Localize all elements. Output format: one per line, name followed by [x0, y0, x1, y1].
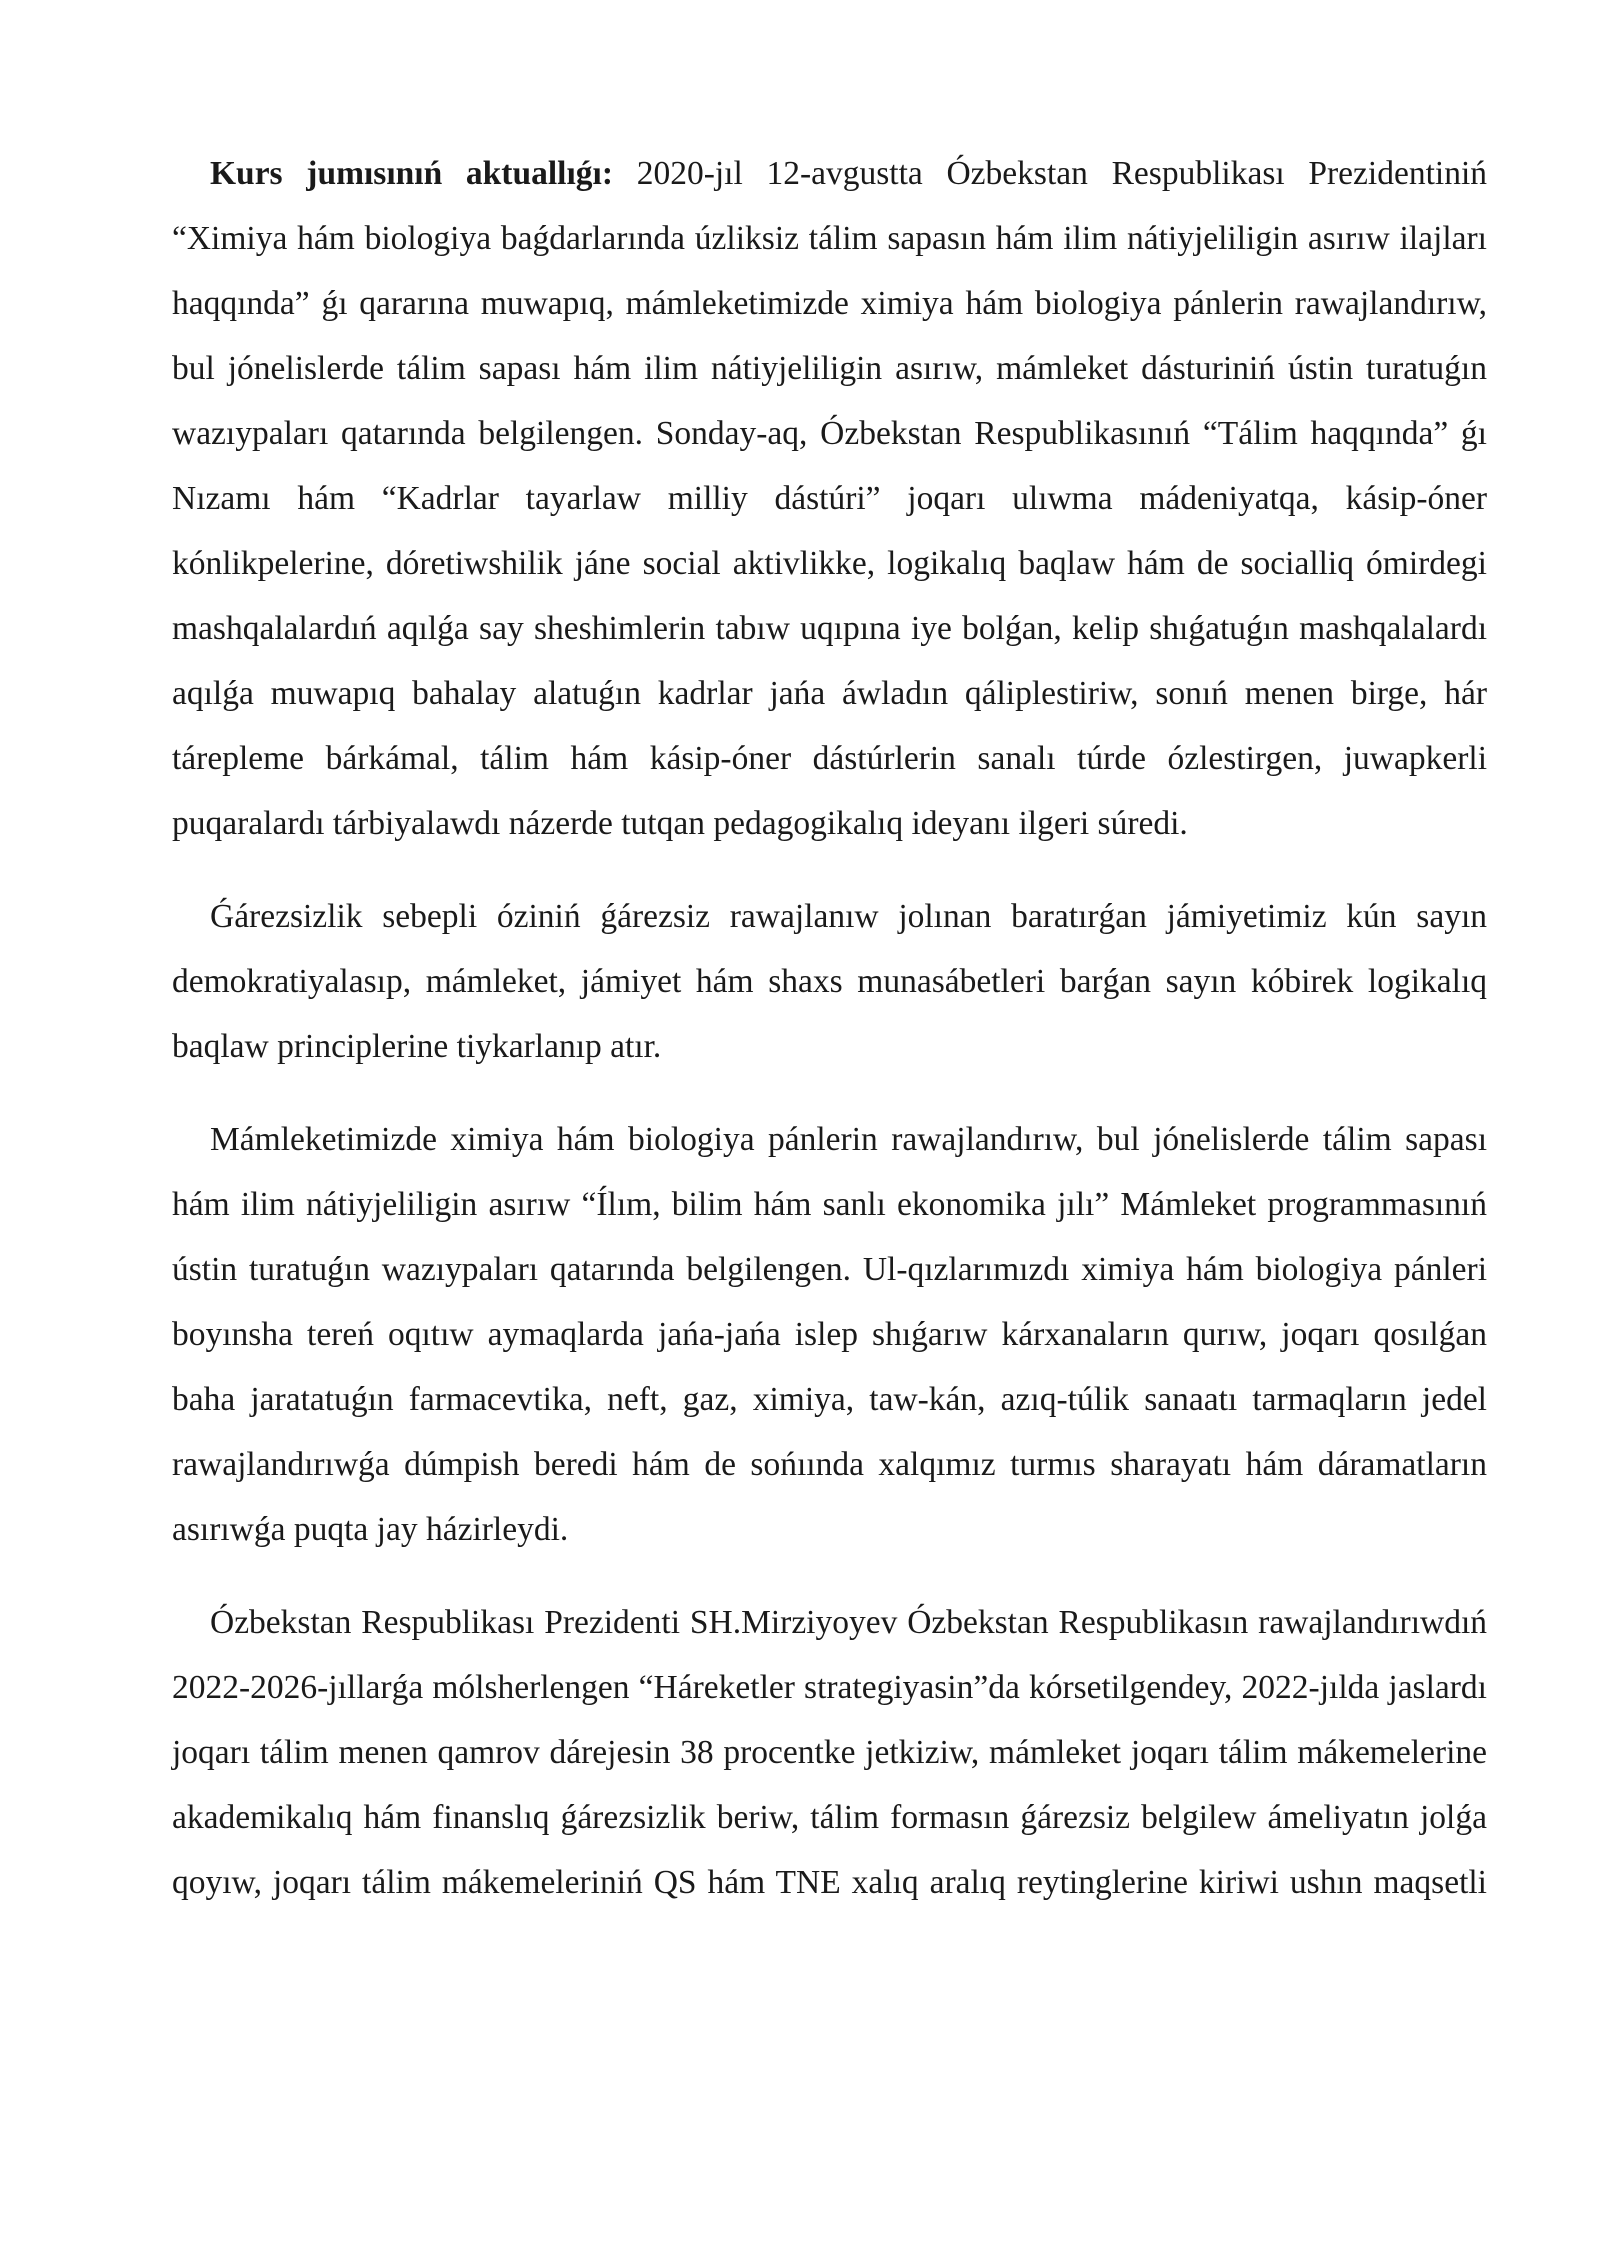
paragraph-1-text: 2020-jıl 12-avgustta Ózbekstan Respublikası Prezidentiniń “Ximiya hám biologiya baǵdarlarında úzliksiz tálim sapasın hám ilim nátiyjeliligin asırıw ilajları haqqında” ǵı qararına muwapıq, mámleketimizde ximiya hám biologiya pánlerin rawajlandırıw, bul jónelislerde tálim sapası hám ilim nátiyjeliligin asırıw, mámleket dásturiniń ústin turatuǵın wazıypaları qatarında belgilengen. Sonday-aq, Ózbekstan Respublikasınıń “Tálim haqqında” ǵı Nızamı hám “Kadrlar tayarlaw milliy dástúri” joqarı ulıwma mádeniyatqa, kásip-óner kónlikpelerine, dóretiwshilik jáne social aktivlikke, logikalıq baqlaw hám de socialliq ómirdegi mashqalalardıń aqılǵa say sheshimlerin tabıw uqıpına iye bolǵan, kelip shıǵatuǵın mashqalalardı aqılǵa muwapıq bahalay alatuǵın kadrlar jańa áwladın qáliplestiriw, sonıń menen birge, hár tárepleme bárkámal, tálim hám kásip-óner dástúrlerin sanalı túrde ózlestirgen, juwapkerli puqaralardı tárbiyalawdı názerde tutqan pedagogikalıq ideyanı ilgeri súredi. — [172, 155, 1488, 842]
paragraph-4-text: Ózbekstan Respublikası Prezidenti SH.Mirziyoyev Ózbekstan Respublikasın rawajlandırıwdıń 2022-2026-jıllarǵa mólsherlengen “Háreketler strategiyasin”da kórsetilgendey, 2022-jılda jaslardı joqarı tálim menen qamrov dárejesin 38 procentke jetkiziw, mámleket joqarı tálim mákemelerine akademikalıq hám finanslıq ǵárezsizlik beriw, tálim formasın ǵárezsiz belgilew ámeliyatın jolǵa qoyıw, joqarı tálim mákemeleriniń QS hám TNE xalıq aralıq reytinglerine kiriwi ushın maqsetli — [172, 1604, 1487, 1901]
document-body — [172, 141, 1487, 1915]
paragraph-2 — [172, 884, 1487, 1079]
paragraph-2-text: Ǵárezsizlik sebepli óziniń ǵárezsiz rawajlanıw jolınan baratırǵan jámiyetimiz kún sayın demokratiyalasıp, mámleket, jámiyet hám shaxs munasábetleri barǵan sayın kóbirek logikalıq baqlaw principlerine tiykarlanıp atır. — [172, 898, 1487, 1065]
paragraph-1 — [172, 141, 1487, 856]
paragraph-3 — [172, 1107, 1487, 1562]
paragraph-1-lead: Kurs jumısınıń aktuallıǵı: — [210, 155, 613, 192]
paragraph-4 — [172, 1590, 1487, 1915]
paragraph-3-text: Mámleketimizde ximiya hám biologiya pánlerin rawajlandırıw, bul jónelislerde tálim sapası hám ilim nátiyjeliligin asırıw “Ílım, bilim hám sanlı ekonomika jılı” Mámleket programmasınıń ústin turatuǵın wazıypaları qatarında belgilengen. Ul-qızlarımızdı ximiya hám biologiya pánleri boyınsha tereń oqıtıw aymaqlarda jańa-jańa islep shıǵarıw kárxanaların qurıw, joqarı qosılǵan baha jaratatuǵın farmacevtika, neft, gaz, ximiya, taw-kán, azıq-túlik sanaatı tarmaqların jedel rawajlandırıwǵa dúmpish beredi hám de sońıında xalqımız turmıs sharayatı hám dáramatların asırıwǵa puqta jay házirleydi. — [172, 1121, 1487, 1548]
